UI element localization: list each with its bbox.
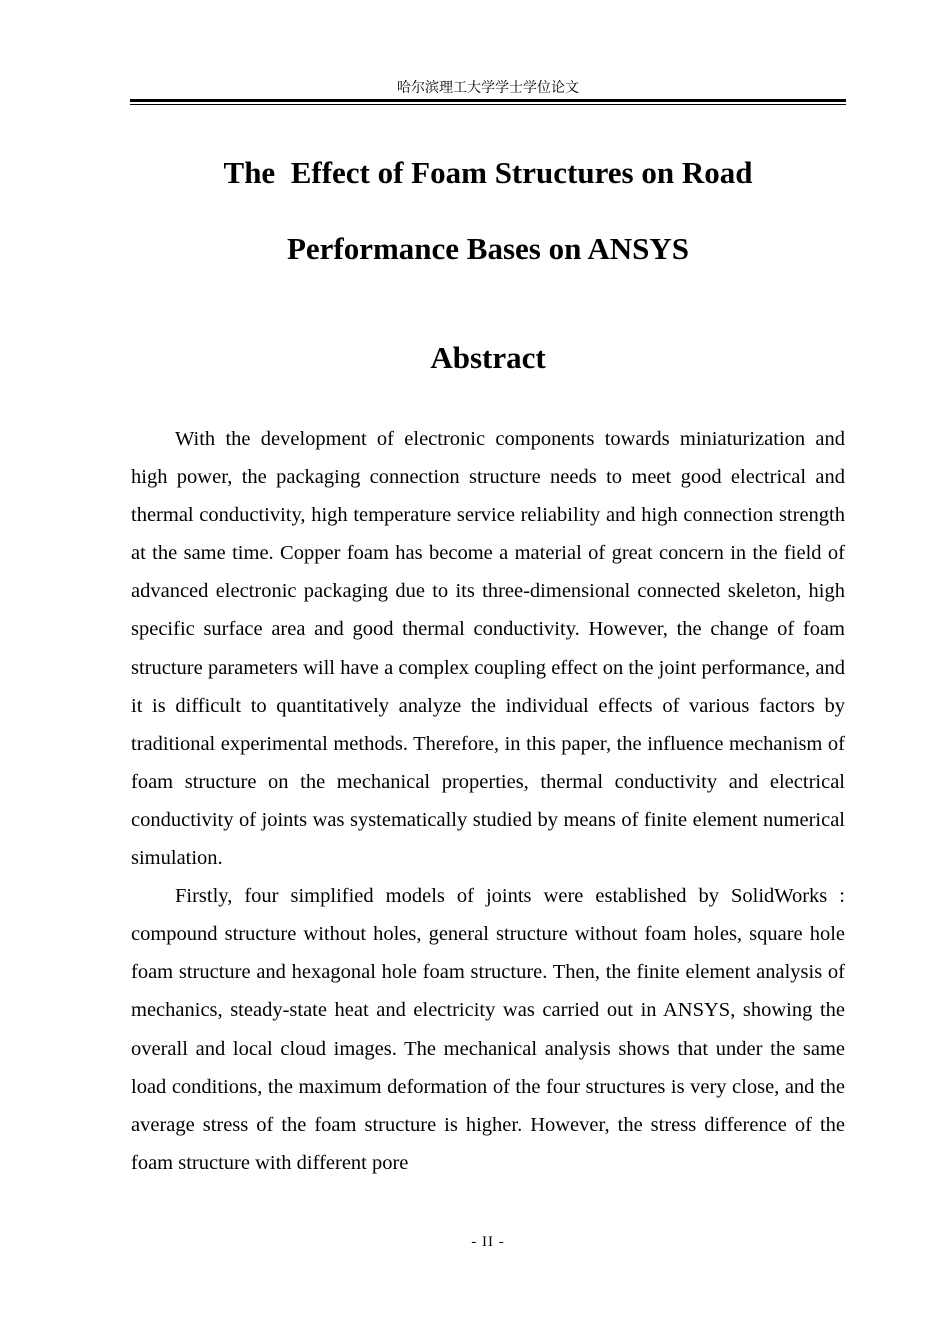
thesis-title-line-1: The Effect of Foam Structures on Road	[223, 155, 753, 190]
abstract-body	[131, 420, 845, 1182]
abstract-paragraph-2: Firstly, four simplified models of joints were established by SolidWorks : compound structure without holes, general structure without foam holes, square hole foam structure and hexagonal hole foam structure. Then, the finite element analysis of mechanics, steady-state heat and electricity was carried out in ANSYS, showing the overall and local cloud images. The mechanical analysis shows that under the same load conditions, the maximum deformation of the four structures is very close, and the average stress of the foam structure is higher. However, the stress difference of the foam structure with different pore	[131, 885, 845, 1174]
abstract-heading: Abstract	[430, 340, 546, 375]
abstract-paragraph-1: With the development of electronic components towards miniaturization and high power, the packaging connection structure needs to meet good electrical and thermal conductivity, high temperature service reliability and high connection strength at the same time. Copper foam has become a material of great concern in the field of advanced electronic packaging due to its three-dimensional connected skeleton, high specific surface area and good thermal conductivity. However, the change of foam structure parameters will have a complex coupling effect on the joint performance, and it is difficult to quantitatively analyze the individual effects of various factors by traditional experimental methods. Therefore, in this paper, the influence mechanism of foam structure on the mechanical properties, thermal conductivity and electrical conductivity of joints was systematically studied by means of finite element numerical simulation.	[131, 428, 845, 870]
thesis-title-line-2: Performance Bases on ANSYS	[286, 231, 690, 266]
header-double-rule	[130, 99, 846, 105]
running-header: 哈尔滨理工大学学士学位论文	[397, 80, 579, 96]
page-number: - II -	[471, 1234, 505, 1250]
